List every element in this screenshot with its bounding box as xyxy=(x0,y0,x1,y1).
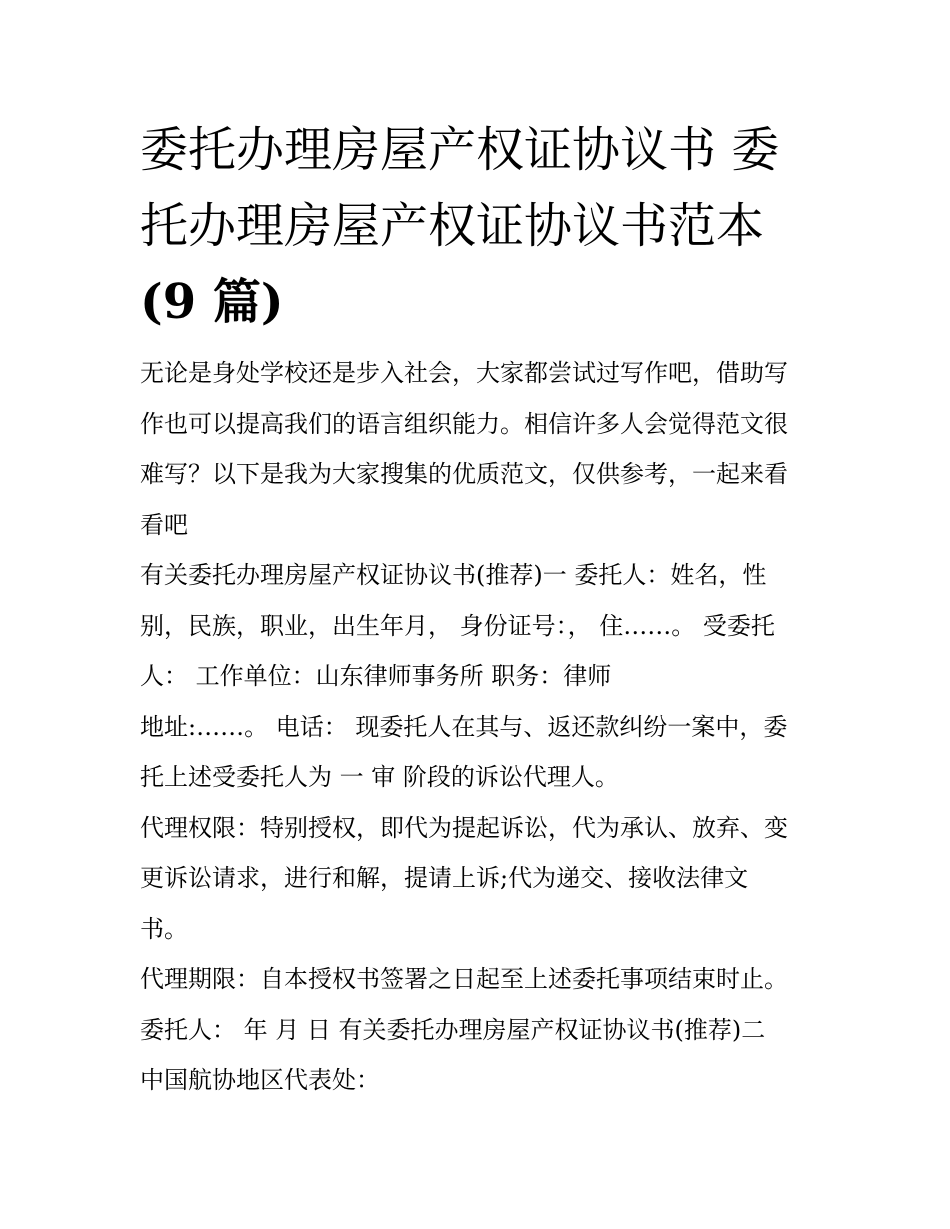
term-paragraph xyxy=(140,954,815,1005)
paragraph-line: 看吧 xyxy=(140,510,188,539)
title-line: (9 篇) xyxy=(140,274,284,330)
paragraph-line: 作也可以提高我们的语言组织能力。相信许多人会觉得范文很 xyxy=(140,409,788,438)
paragraph-line: 别，民族，职业，出生年月， 身份证号：， 住……。 受委托 xyxy=(140,611,775,640)
document-title xyxy=(140,112,815,340)
intro-paragraph xyxy=(140,348,815,550)
paragraph-line: 中国航协地区代表处： xyxy=(140,1066,380,1094)
principal-paragraph xyxy=(140,550,815,702)
paragraph-line: 托上述受委托人为 一 审 阶段的诉讼代理人。 xyxy=(140,763,619,791)
signature-paragraph xyxy=(140,1005,815,1106)
paragraph-line: 代理权限：特别授权，即代为提起诉讼，代为承认、放弃、变 xyxy=(140,813,788,842)
paragraph-line: 有关委托办理房屋产权证协议书(推荐)一 委托人：姓名，性 xyxy=(140,561,767,589)
paragraph-line: 人： 工作单位：山东律师事务所 职务：律师 xyxy=(140,662,612,690)
title-line: 委托办理房屋产权证协议书 委 xyxy=(140,122,780,178)
address-paragraph xyxy=(140,702,815,803)
title-line: 托办理房屋产权证协议书范本 xyxy=(140,198,765,254)
paragraph-line: 书。 xyxy=(140,914,188,943)
paragraph-line: 地址:……。 电话： 现委托人在其与、返还款纠纷一案中，委 xyxy=(140,712,788,741)
paragraph-line: 难写？以下是我为大家搜集的优质范文，仅供参考，一起来看 xyxy=(140,460,788,488)
paragraph-line: 更诉讼请求，进行和解，提请上诉;代为递交、接收法律文 xyxy=(140,864,749,892)
paragraph-line: 委托人： 年 月 日 有关委托办理房屋产权证协议书(推荐)二 xyxy=(140,1015,766,1044)
authority-paragraph xyxy=(140,803,815,955)
paragraph-line: 无论是身处学校还是步入社会，大家都尝试过写作吧，借助写 xyxy=(140,359,788,387)
document-page xyxy=(140,112,815,1106)
paragraph-line: 代理期限：自本授权书签署之日起至上述委托事项结束时止。 xyxy=(140,965,788,993)
